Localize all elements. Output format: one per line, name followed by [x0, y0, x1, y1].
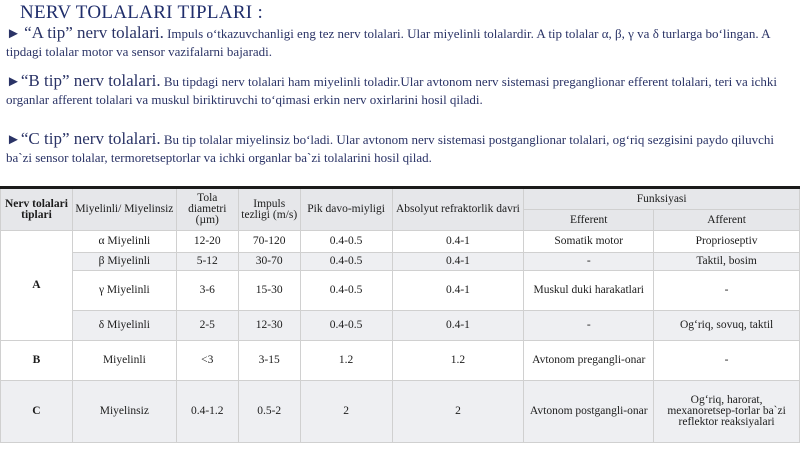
cell-myelin: δ Miyelinli: [72, 311, 176, 341]
cell-speed: 12-30: [238, 311, 300, 341]
cell-afferent: Og‘riq, sovuq, taktil: [654, 311, 800, 341]
header-spike: Pik davo-miyligi: [300, 188, 392, 231]
cell-myelin: α Miyelinli: [72, 231, 176, 253]
cell-spike: 0.4-0.5: [300, 231, 392, 253]
cell-diameter: 12-20: [176, 231, 238, 253]
cell-speed: 3-15: [238, 341, 300, 381]
cell-speed: 70-120: [238, 231, 300, 253]
table-row: [1, 231, 800, 253]
cell-myelin: Miyelinsiz: [72, 381, 176, 443]
paragraph-body: Bu tip tolalar miyelinsiz bo‘ladi. Ular avtonom nerv sistemasi postganglionar tolalari, og‘riq sezgisini paydo qiluvchi ba`zi sensor tolalar, termoretseptorlar va ichki organlar ba`zi tolalarini hosil qilad.: [6, 132, 774, 165]
group-label-a: A: [1, 231, 73, 341]
cell-myelin: γ Miyelinli: [72, 271, 176, 311]
cell-diameter: 0.4-1.2: [176, 381, 238, 443]
cell-myelin: β Miyelinli: [72, 253, 176, 271]
header-speed: Impuls tezligi (m/s): [238, 188, 300, 231]
cell-refractory: 1.2: [392, 341, 524, 381]
cell-myelin: Miyelinli: [72, 341, 176, 381]
cell-efferent: Muskul duki harakatlari: [524, 271, 654, 311]
paragraph-heading: “B tip” nerv tolalari.: [20, 71, 161, 90]
paragraph-body: Impuls o‘tkazuvchanligi eng tez nerv tolalari. Ular miyelinli tolalardir. A tip tolalar α, β, γ va δ turlarga bo‘lingan. A tipdagi tolalar motor va sensor vazifalarni bajaradi.: [6, 26, 770, 59]
paragraph-a-type: [6, 24, 794, 60]
group-label-c: C: [1, 381, 73, 443]
cell-refractory: 0.4-1: [392, 231, 524, 253]
header-refractory: Absolyut refraktorlik davri: [392, 188, 524, 231]
cell-spike: 0.4-0.5: [300, 253, 392, 271]
cell-spike: 0.4-0.5: [300, 271, 392, 311]
table-row: [1, 341, 800, 381]
cell-afferent: Og‘riq, harorat, mexanoretsep-torlar ba`zi reflektor reaksiyalari: [654, 381, 800, 443]
cell-efferent: Avtonom pregangli-onar: [524, 341, 654, 381]
header-afferent: Afferent: [654, 210, 800, 231]
group-label-b: B: [1, 341, 73, 381]
paragraph-c-type: [6, 130, 794, 166]
cell-diameter: 2-5: [176, 311, 238, 341]
header-type: Nerv tolalari tiplari: [1, 188, 73, 231]
cell-efferent: -: [524, 253, 654, 271]
arrow-bullet-icon: ►: [6, 26, 21, 42]
cell-speed: 15-30: [238, 271, 300, 311]
paragraph-heading: “A tip” nerv tolalari.: [24, 23, 164, 42]
table-row: [1, 311, 800, 341]
cell-spike: 1.2: [300, 341, 392, 381]
cell-refractory: 0.4-1: [392, 253, 524, 271]
header-function: Funksiyasi: [524, 188, 800, 210]
cell-diameter: 5-12: [176, 253, 238, 271]
cell-refractory: 2: [392, 381, 524, 443]
arrow-bullet-icon: ►: [6, 74, 21, 90]
paragraph-b-type: [6, 72, 794, 108]
paragraph-heading: “C tip” nerv tolalari.: [20, 129, 161, 148]
cell-efferent: Somatik motor: [524, 231, 654, 253]
cell-afferent: Taktil, bosim: [654, 253, 800, 271]
cell-spike: 2: [300, 381, 392, 443]
header-myelin: Miyelinli/ Miyelinsiz: [72, 188, 176, 231]
page-title: NERV TOLALARI TIPLARI :: [20, 2, 264, 23]
nerve-fiber-table: [0, 186, 800, 443]
cell-afferent: Proprioseptiv: [654, 231, 800, 253]
cell-speed: 0.5-2: [238, 381, 300, 443]
cell-speed: 30-70: [238, 253, 300, 271]
table-row: [1, 271, 800, 311]
cell-refractory: 0.4-1: [392, 271, 524, 311]
table-row: [1, 381, 800, 443]
paragraph-body: Bu tipdagi nerv tolalari ham miyelinli toladir.Ular avtonom nerv sistemasi preganglionar efferent tolalari, teri va ichki organlar afferent tolalari va muskul biriktiruvchi to‘qimasi erkin nerv oxirlarini hosil qiladi.: [6, 74, 777, 107]
arrow-bullet-icon: ►: [6, 132, 21, 148]
cell-refractory: 0.4-1: [392, 311, 524, 341]
table-row: [1, 253, 800, 271]
cell-spike: 0.4-0.5: [300, 311, 392, 341]
cell-afferent: -: [654, 271, 800, 311]
cell-afferent: -: [654, 341, 800, 381]
header-efferent: Efferent: [524, 210, 654, 231]
cell-diameter: 3-6: [176, 271, 238, 311]
header-diameter: Tola diametri (µm): [176, 188, 238, 231]
cell-diameter: <3: [176, 341, 238, 381]
cell-efferent: -: [524, 311, 654, 341]
cell-efferent: Avtonom postgangli-onar: [524, 381, 654, 443]
